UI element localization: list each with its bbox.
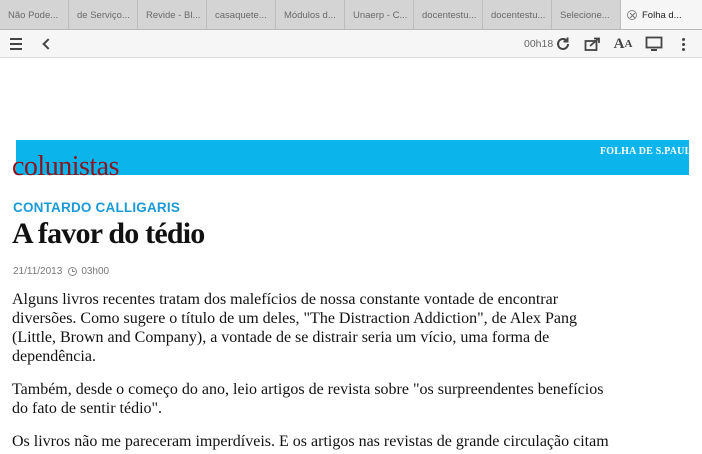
- text-line: (Little, Brown and Company), a vontade de se distrair seria um vício, uma forma de: [12, 329, 550, 346]
- tab-label: casaquete...: [215, 9, 267, 21]
- font-size-icon[interactable]: A A: [613, 35, 633, 52]
- section-title[interactable]: colunistas: [12, 151, 119, 182]
- clock-icon: [68, 267, 77, 276]
- tab-label: Folha d...: [642, 9, 682, 21]
- tab-label: Não Pode...: [8, 9, 59, 21]
- monitor-icon[interactable]: [645, 30, 663, 58]
- browser-tab[interactable]: [69, 0, 138, 30]
- text-line: Alguns livros recentes tratam dos malefícios de nossa constante vontade de encontrar: [12, 291, 559, 308]
- tab-label: docentestu...: [491, 9, 546, 21]
- tab-label: Unaerp - C...: [353, 9, 408, 21]
- browser-tab-active[interactable]: [621, 0, 702, 30]
- browser-tab[interactable]: [552, 0, 621, 30]
- text-line: dependência.: [12, 348, 96, 365]
- tab-label: de Serviço...: [77, 9, 130, 21]
- text-line: do fato de sentir tédio".: [12, 400, 163, 417]
- article-headline: A favor do tédio: [12, 217, 205, 250]
- tab-strip: [0, 0, 702, 30]
- tab-label: Módulos d...: [284, 9, 336, 21]
- paragraph: [12, 380, 694, 418]
- chevron-left-icon[interactable]: [38, 30, 54, 58]
- author-name[interactable]: CONTARDO CALLIGARIS: [13, 200, 181, 215]
- browser-tab[interactable]: [483, 0, 552, 30]
- paragraph: [12, 432, 694, 451]
- vertical-dots-icon[interactable]: [678, 30, 688, 58]
- article-time: 03h00: [81, 266, 110, 277]
- reader-toolbar: [0, 30, 702, 58]
- share-icon[interactable]: [584, 30, 602, 58]
- browser-tab[interactable]: [414, 0, 483, 30]
- tab-label: Revide - Bl...: [146, 9, 201, 21]
- folha-logo[interactable]: FOLHA DE S.PAULO: [600, 146, 700, 157]
- hamburger-icon[interactable]: [8, 30, 24, 58]
- article-date: 21/11/2013: [13, 266, 63, 277]
- browser-tab[interactable]: [0, 0, 69, 30]
- close-tab-icon[interactable]: [627, 10, 637, 20]
- article-body: [12, 290, 694, 454]
- browser-tab[interactable]: [345, 0, 414, 30]
- text-line: Os livros não me pareceram imperdíveis. E os artigos nas revistas de grande circulação citam: [12, 433, 609, 450]
- article-meta: [13, 266, 109, 277]
- clock-time: 00h18: [524, 38, 554, 50]
- browser-tab[interactable]: [138, 0, 207, 30]
- reload-icon[interactable]: [554, 30, 572, 58]
- tab-label: docentestu...: [422, 9, 477, 21]
- paragraph: [12, 290, 694, 366]
- text-line: Também, desde o começo do ano, leio artigos de revista sobre "os surpreendentes benefícios: [12, 381, 604, 398]
- text-line: diversões. Como sugere o título de um deles, "The Distraction Addiction", de Alex Pang: [12, 310, 577, 327]
- browser-tab[interactable]: [276, 0, 345, 30]
- tab-label: Selecione...: [560, 9, 610, 21]
- browser-tab[interactable]: [207, 0, 276, 30]
